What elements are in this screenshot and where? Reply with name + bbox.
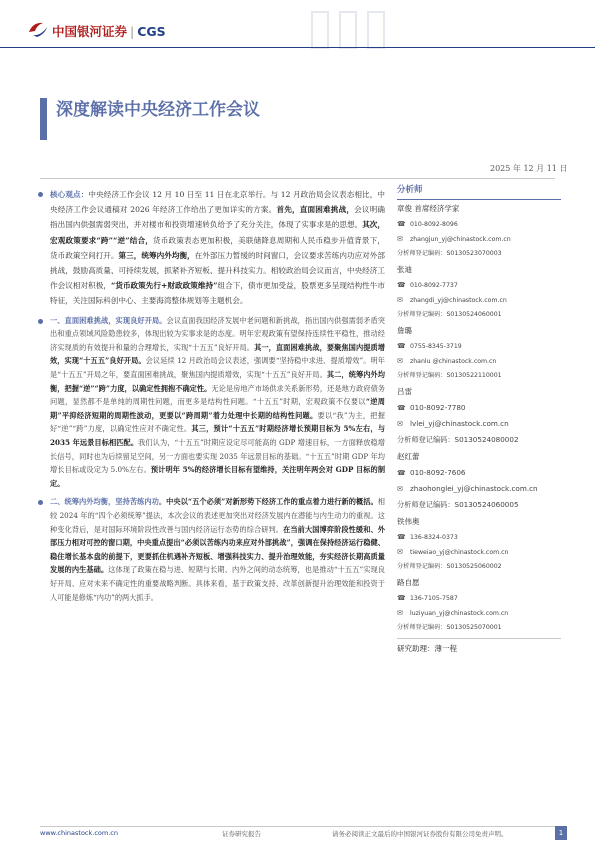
analyst-code-row [397, 432, 561, 448]
analyst-email-row [397, 293, 561, 308]
registration-label: 分析师登记编码： [397, 563, 447, 570]
section-text: 无论是房地产市场供求关系新形势，还是地方政府债务问题，显然都不是单纯的周期性问题，而更多是结构性问题。“十五五”时期，宏观政策不仅要以 [50, 383, 385, 407]
page-title: 深度解读中央经济工作会议 [56, 100, 260, 120]
analyst-email[interactable]: luziyuan_yj@chinastock.com.cn [410, 610, 509, 617]
analyst-code-row [397, 308, 561, 322]
analyst-phone-row [397, 339, 561, 354]
sidebar-heading: 分析师 [397, 180, 561, 200]
core-view-paragraph [50, 187, 385, 309]
mail-icon: ✉ [397, 357, 403, 365]
section-text: 会议直面我国经济发展中老问题和新挑战，指出国内供强需弱矛盾突出和重点领域风险隐患较多，体现出较为实事求是的态度。明年宏观政策有望保持连续性平稳性，推动经济实现质的有效提升和量的合理增长，实现“十五五”良好开局。 [50, 315, 385, 352]
analyst-name: 张迪 [397, 265, 412, 274]
analyst-phone: 0755-8345-3719 [410, 343, 462, 350]
registration-label: 分析师登记编码： [397, 311, 447, 318]
watermark-logo-icon [300, 8, 400, 50]
section-text: 相较 2024 年的“四个必须统筹”提法，本次会议的表述更加突出对经济发展内在潜能与内生动力的重视。这种变化背后，是对国际环境阶段性改善与国内经济运行态势的综合研判。 [50, 497, 385, 534]
core-text: 在外部压力暂缓的时间窗口，会议要求苦练内功应对外部挑战，鼓励高质量、可持续发展，抓紧补齐短板、提升科技实力。相较政治局会议而言，中央经济工作会议相对积极， [50, 250, 386, 291]
report-date: 2025 年 12 月 11 日 [490, 164, 568, 173]
phone-icon: ☎ [397, 342, 406, 350]
core-emphasis: 第三，统筹内外均衡， [118, 250, 195, 260]
section-emphasis: 其一，直面困难挑战，要聚焦国内提质增效，实现“十五五”良好开局。 [50, 342, 385, 366]
core-view-label: 核心观点： [50, 190, 89, 199]
mail-icon: ✉ [397, 235, 403, 243]
analyst-phone: 010-8092-8096 [410, 221, 458, 228]
core-text: 组合下，债市更加受益，股票更多呈现结构性牛市特征，关注国际科创中心、主要海湾整体规划等主题机会。 [50, 281, 386, 306]
analyst-name: 赵红蕾 [397, 452, 420, 461]
company-logo-icon [27, 20, 49, 38]
analyst-phone: 010-8092-7737 [410, 282, 458, 289]
footer-divider [40, 826, 560, 827]
footer-disclaimer: 请务必阅读正文最后的中国银河证券股份有限公司免责声明。 [332, 830, 508, 838]
analyst-code-row [397, 621, 561, 635]
analyst-code-row [397, 369, 561, 383]
analyst-email-row [397, 606, 561, 621]
main-content [50, 187, 385, 609]
research-assistant: 研究助理：薄一程 [397, 638, 561, 654]
analyst-phone-row [397, 217, 561, 232]
analyst-email-row [397, 545, 561, 560]
analyst-email-row [397, 354, 561, 369]
section-text: 这体现了政策在稳与进、短期与长期、内外之间的动态统筹，也是推动“十五五”实现良好开局、应对未来不确定性的重要战略判断。具体来看，基于政策支持、改革创新提升治理效能和投资于人可能是修炼“内功”的两大抓手。 [50, 565, 385, 602]
analyst-email-row [397, 481, 561, 497]
analyst-card [397, 203, 561, 261]
analyst-card [397, 451, 561, 513]
core-emphasis: “货币政策先行+财政政策维持” [110, 281, 218, 291]
section-2-label: 二、统筹内外均衡，坚持苦练内功。 [50, 497, 167, 507]
analyst-card [397, 386, 561, 448]
analyst-code: S0130522110001 [446, 372, 502, 379]
registration-label: 分析师登记编码： [397, 435, 455, 444]
analyst-sidebar [397, 180, 561, 654]
section-text: 我们认为，“十五五”时期应设定尽可能高的 GDP 增速目标，一方面释放稳增长信号，同时也为后续留足空间，另一方面也要实现 2035 年远景目标的基础。“十五五”时期 GDP 年均增长目标或设定为 5.0%左右。 [50, 437, 385, 475]
core-emphasis: 其次，宏观政策要求“跨”“逆”结合， [50, 220, 386, 245]
analyst-code: S0130524060005 [454, 500, 519, 509]
analyst-phone-row [397, 465, 561, 481]
phone-icon: ☎ [397, 469, 406, 477]
section-emphasis: “逆周期”平抑经济短期的周期性波动，更要以“跨周期”着力处理中长期的结构性问题。 [50, 397, 385, 420]
analyst-name: 章俊 首席经济学家 [397, 204, 460, 213]
brand-separator: | [130, 24, 135, 39]
analyst-email[interactable]: zhangjun_yj@chinastock.com.cn [410, 236, 511, 243]
mail-icon: ✉ [397, 548, 403, 556]
analyst-code-row [397, 497, 561, 513]
core-text: 中央经济工作会议 12 月 10 日至 11 日在北京举行。与 12 月政治局会议表态相比，中央经济工作会议通稿对 2026 年经济工作给出了更加详实的方案。 [50, 190, 386, 215]
section-1-paragraph [50, 314, 385, 491]
analyst-phone-row [397, 530, 561, 545]
analyst-name: 吕雷 [397, 387, 412, 396]
bullet-icon [38, 319, 43, 324]
analyst-phone: 136-7105-7587 [410, 595, 458, 602]
analyst-code-row [397, 560, 561, 574]
footer-doc-type: 证券研究报告 [222, 830, 261, 838]
mail-icon: ✉ [397, 485, 403, 493]
core-text: 货币政策表态更加积极，美联储降息周期和人民币稳步升值背景下，货币政策空间打开。 [50, 235, 385, 260]
section-text: 要以“我”为主，把握好“逆”“跨”力度，以确定性应对不确定性。 [50, 410, 385, 434]
analyst-card [397, 325, 561, 383]
section-emphasis: 其三，预计“十五五”时期经济增长预期目标为 5%左右，与 2035 年远景目标相匹配。 [50, 424, 386, 447]
core-text: 会议明确指出国内供强需弱突出，并对楼市和投资增速转负给予了充分关注，体现了实事求是的思想。 [50, 205, 386, 230]
section-emphasis: 在当前大国博弈阶段性缓和、外部压力相对可控的窗口期，中央重点提出“必须以苦练内功来应对外部挑战”，强调在保持经济运行稳健、稳住增长基本盘的前提下，更要抓住机遇补齐短板、增强科技实力、提升治理效能，夯实经济长期高质量发展的内生基础。 [50, 524, 385, 575]
title-divider [40, 178, 555, 179]
phone-icon: ☎ [397, 281, 406, 289]
section-emphasis: 预计明年 5%的经济增长目标有望维持，关注明年两会对 GDP 目标的制定。 [50, 465, 386, 488]
phone-icon: ☎ [397, 220, 406, 228]
analyst-phone-row [397, 278, 561, 293]
page-number: 1 [555, 826, 567, 840]
analyst-email-row [397, 416, 561, 432]
mail-icon: ✉ [397, 420, 403, 428]
phone-icon: ☎ [397, 533, 406, 541]
section-1-label: 一、直面困难挑战，实现良好开局。 [50, 315, 167, 325]
analyst-phone: 010-8092-7780 [410, 403, 466, 412]
brand-en: CGS [137, 24, 166, 39]
brand-name [52, 22, 166, 40]
section-emphasis: 中央以“五个必须”对新形势下经济工作的重点着力进行新的概括。 [166, 497, 378, 507]
registration-label: 分析师登记编码： [397, 624, 447, 631]
analyst-card [397, 516, 561, 574]
phone-icon: ☎ [397, 594, 406, 602]
title-accent-bar [40, 98, 47, 140]
brand-cn: 中国银河证券 [52, 24, 128, 39]
registration-label: 分析师登记编码： [397, 250, 447, 257]
section-2-paragraph [50, 495, 385, 604]
analyst-code: S0130523070003 [446, 250, 502, 257]
analyst-name: 路自愿 [397, 578, 420, 587]
analyst-card [397, 264, 561, 322]
section-emphasis: 其二，统筹内外均衡，把握“逆”“跨”力度，以确定性拥抱不确定性。 [50, 370, 385, 393]
analyst-code: S0130524080002 [454, 435, 519, 444]
mail-icon: ✉ [397, 609, 403, 617]
analyst-code-row [397, 247, 561, 261]
analyst-name: 铁伟奥 [397, 517, 420, 526]
analyst-email[interactable]: zhanlu @chinastock.com.cn [410, 358, 497, 365]
registration-label: 分析师登记编码： [397, 500, 455, 509]
analyst-email[interactable]: zhaohonglei_yj@chinastock.com.cn [410, 484, 538, 493]
mail-icon: ✉ [397, 296, 403, 304]
analyst-email-row [397, 232, 561, 247]
section-text: 会议延续 12 月政治局会议表述，强调要“坚持稳中求进、提质增效”。明年是“十五五”开局之年，要直面困难挑战，聚焦国内提质增效，实现“十五五”良好开局。 [50, 356, 385, 379]
footer-url-link[interactable]: www.chinastock.com.cn [40, 829, 118, 837]
analyst-code: S0130525060002 [446, 563, 502, 570]
analyst-code: S0130525070001 [446, 624, 502, 631]
analyst-card [397, 577, 561, 635]
analyst-name: 詹璐 [397, 326, 412, 335]
analyst-phone-row [397, 591, 561, 606]
analyst-code: S0130524060001 [446, 311, 502, 318]
analyst-phone: 136-8324-0373 [410, 534, 458, 541]
analyst-email[interactable]: zhangdi_yj@chinastock.com.cn [410, 297, 507, 304]
core-emphasis: 首先，直面困难挑战， [276, 205, 355, 215]
header-divider [0, 47, 595, 48]
analyst-email[interactable]: tieweiao_yj@chinastock.com.cn [410, 549, 509, 556]
phone-icon: ☎ [397, 404, 406, 412]
bullet-icon [38, 192, 43, 197]
bullet-icon [38, 500, 43, 505]
analyst-email[interactable]: lvlei_yj@chinastock.com.cn [410, 419, 509, 428]
analyst-phone-row [397, 400, 561, 416]
analyst-phone: 010-8092-7606 [410, 468, 466, 477]
registration-label: 分析师登记编码： [397, 372, 447, 379]
